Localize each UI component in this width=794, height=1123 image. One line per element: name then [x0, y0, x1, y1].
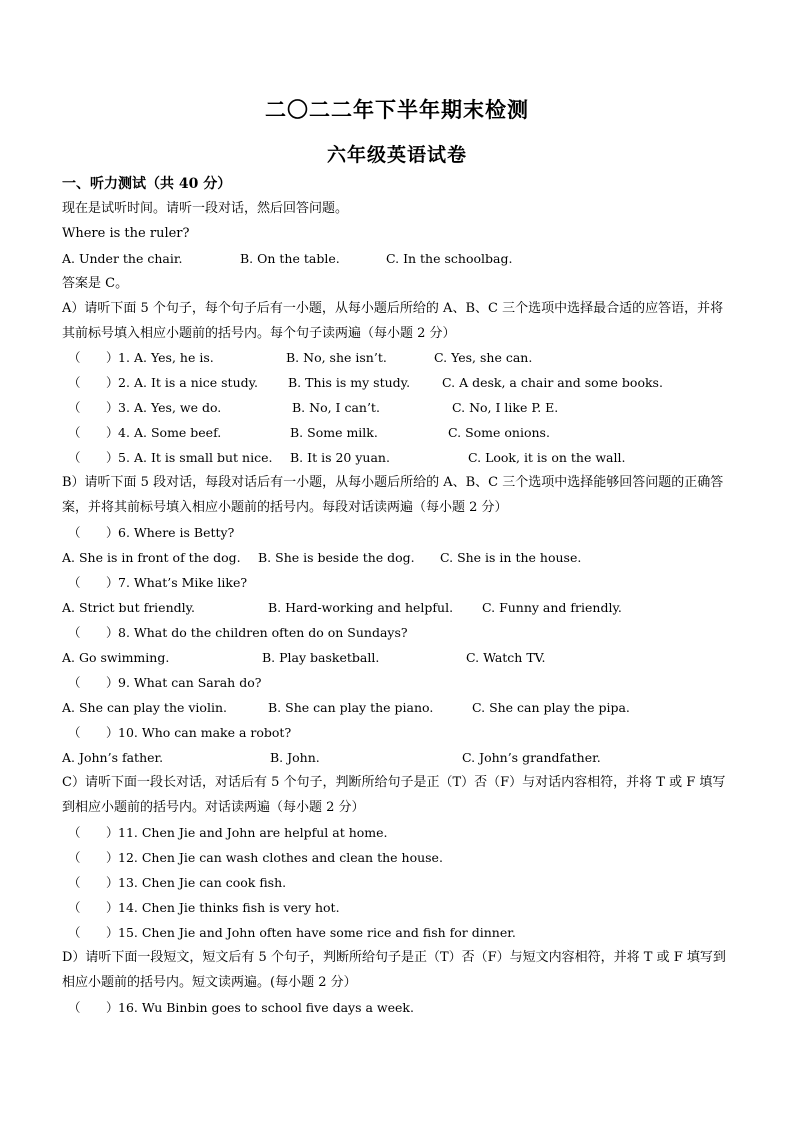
- option-a: A. She can play the violin.: [62, 700, 227, 715]
- answer-bracket-open: （: [68, 900, 81, 915]
- statement-row: [62, 900, 752, 916]
- answer-bracket-open: （: [68, 625, 81, 640]
- statement-row: [62, 875, 752, 891]
- answer-bracket-close: ）: [106, 425, 119, 440]
- question-row: [62, 425, 752, 441]
- answer-bracket-close: ）: [106, 925, 119, 940]
- question-row: [62, 725, 752, 741]
- answer-bracket-open: （: [68, 850, 81, 865]
- answer-bracket-open: （: [68, 375, 81, 390]
- part-d-instruction: D）请听下面一段短文，短文后有 5 个句子，判断所给句子是正（T）否（F）与短文内容相符，并将 T 或 F 填写到相应小题前的括号内。短文读两遍。(每小题 2 分）: [62, 950, 726, 990]
- answer-bracket-open: （: [68, 450, 81, 465]
- statement-row: [62, 925, 752, 941]
- options-row: [62, 550, 752, 566]
- example-answer: 答案是 C。: [62, 276, 129, 291]
- exam-title: 二〇二二年下半年期末检测: [265, 97, 529, 122]
- example-question: Where is the ruler?: [62, 226, 190, 241]
- options-row: [62, 600, 752, 616]
- option-c: C. Look, it is on the wall.: [468, 450, 626, 465]
- answer-bracket-close: ）: [106, 400, 119, 415]
- options-row: [62, 750, 752, 766]
- answer-bracket-close: ）: [106, 375, 119, 390]
- answer-bracket-open: （: [68, 925, 81, 940]
- intro-text: 现在是试听时间。请听一段对话，然后回答问题。: [62, 201, 349, 216]
- section-heading: 一、听力测试（共 40 分）: [62, 176, 232, 192]
- answer-bracket-open: （: [68, 350, 81, 365]
- answer-bracket-open: （: [68, 525, 81, 540]
- part-a-instruction: A）请听下面 5 个句子，每个句子后有一小题，从每小题后所给的 A、B、C 三个选项中选择最合适的应答语，并将其前标号填入相应小题前的括号内。每个句子读两遍（每小题 2 分）: [62, 301, 724, 341]
- part-b-instruction: B）请听下面 5 段对话，每段对话后有一小题，从每小题后所给的 A、B、C 三个选项中选择能够回答问题的正确答案，并将其前标号填入相应小题前的括号内。每段对话读两遍（每小题 2 分）: [62, 475, 724, 515]
- statement-row: [62, 825, 752, 841]
- statement-row: [62, 850, 752, 866]
- option-a: A. Yes, we do.: [134, 400, 222, 415]
- answer-bracket-open: （: [68, 425, 81, 440]
- answer-bracket-close: ）: [106, 575, 119, 590]
- question-number: 2.: [118, 375, 130, 390]
- answer-bracket-close: ）: [106, 450, 119, 465]
- answer-bracket-open: （: [68, 725, 81, 740]
- option-c: C. Funny and friendly.: [482, 600, 622, 615]
- option-c: C. A desk, a chair and some books.: [442, 375, 663, 390]
- answer-bracket-close: ）: [106, 850, 119, 865]
- answer-bracket-open: （: [68, 400, 81, 415]
- answer-bracket-close: ）: [106, 625, 119, 640]
- answer-bracket-open: （: [68, 875, 81, 890]
- answer-bracket-close: ）: [106, 350, 119, 365]
- option-a: A. It is small but nice.: [134, 450, 273, 465]
- answer-bracket-close: ）: [106, 875, 119, 890]
- statement-text: 14. Chen Jie thinks fish is very hot.: [118, 900, 340, 915]
- option-a: A. It is a nice study.: [134, 375, 259, 390]
- option-b: B. Some milk.: [290, 425, 378, 440]
- answer-bracket-open: （: [68, 1000, 81, 1015]
- option-c: C. Yes, she can.: [434, 350, 533, 365]
- option-b: B. No, I can’t.: [292, 400, 380, 415]
- statement-text: 11. Chen Jie and John are helpful at home.: [118, 825, 388, 840]
- answer-bracket-open: （: [68, 575, 81, 590]
- question-text: 10. Who can make a robot?: [118, 725, 292, 740]
- statement-text: 16. Wu Binbin goes to school five days a week.: [118, 1000, 414, 1015]
- question-row: [62, 350, 752, 366]
- option-b: B. It is 20 yuan.: [290, 450, 390, 465]
- question-row: [62, 675, 752, 691]
- question-number: 5.: [118, 450, 130, 465]
- question-number: 3.: [118, 400, 130, 415]
- option-c: C. John’s grandfather.: [462, 750, 601, 765]
- option-a: A. She is in front of the dog.: [62, 550, 241, 565]
- option-c: C. No, I like P. E.: [452, 400, 559, 415]
- option-a: A. John’s father.: [62, 750, 164, 765]
- question-row: [62, 575, 752, 591]
- question-text: 8. What do the children often do on Sundays?: [118, 625, 408, 640]
- question-row: [62, 375, 752, 391]
- option-a: A. Some beef.: [134, 425, 222, 440]
- exam-subtitle: 六年级英语试卷: [326, 144, 467, 166]
- statement-row: [62, 1000, 752, 1016]
- answer-bracket-close: ）: [106, 675, 119, 690]
- option-b: B. No, she isn’t.: [286, 350, 387, 365]
- question-text: 6. Where is Betty?: [118, 525, 235, 540]
- question-number: 1.: [118, 350, 130, 365]
- option-b: B. Hard-working and helpful.: [268, 600, 454, 615]
- part-c-instruction: C）请听下面一段长对话，对话后有 5 个句子，判断所给句子是正（T）否（F）与对话内容相符，并将 T 或 F 填写到相应小题前的括号内。对话读两遍（每小题 2 分）: [62, 775, 726, 815]
- options-row: [62, 700, 752, 716]
- example-option-b: B. On the table.: [240, 251, 340, 266]
- options-row: [62, 650, 752, 666]
- answer-bracket-close: ）: [106, 725, 119, 740]
- option-c: C. Watch TV.: [466, 650, 546, 665]
- option-b: B. This is my study.: [288, 375, 411, 390]
- statement-text: 15. Chen Jie and John often have some rice and fish for dinner.: [118, 925, 516, 940]
- answer-bracket-close: ）: [106, 1000, 119, 1015]
- option-b: B. Play basketball.: [262, 650, 380, 665]
- option-c: C. Some onions.: [448, 425, 550, 440]
- question-text: 7. What’s Mike like?: [118, 575, 248, 590]
- option-a: A. Strict but friendly.: [62, 600, 196, 615]
- question-row: [62, 400, 752, 416]
- option-c: C. She can play the pipa.: [472, 700, 630, 715]
- answer-bracket-close: ）: [106, 825, 119, 840]
- question-number: 4.: [118, 425, 130, 440]
- question-row: [62, 450, 752, 466]
- question-row: [62, 625, 752, 641]
- answer-bracket-open: （: [68, 825, 81, 840]
- option-a: A. Yes, he is.: [134, 350, 214, 365]
- example-option-a: A. Under the chair.: [62, 251, 183, 266]
- question-row: [62, 525, 752, 541]
- answer-bracket-close: ）: [106, 900, 119, 915]
- option-b: B. She can play the piano.: [268, 700, 434, 715]
- question-text: 9. What can Sarah do?: [118, 675, 262, 690]
- option-a: A. Go swimming.: [62, 650, 170, 665]
- statement-text: 13. Chen Jie can cook fish.: [118, 875, 287, 890]
- example-options: [62, 251, 752, 267]
- option-c: C. She is in the house.: [440, 550, 582, 565]
- answer-bracket-close: ）: [106, 525, 119, 540]
- example-option-c: C. In the schoolbag.: [386, 251, 513, 266]
- option-b: B. She is beside the dog.: [258, 550, 415, 565]
- statement-text: 12. Chen Jie can wash clothes and clean the house.: [118, 850, 443, 865]
- option-b: B. John.: [270, 750, 320, 765]
- answer-bracket-open: （: [68, 675, 81, 690]
